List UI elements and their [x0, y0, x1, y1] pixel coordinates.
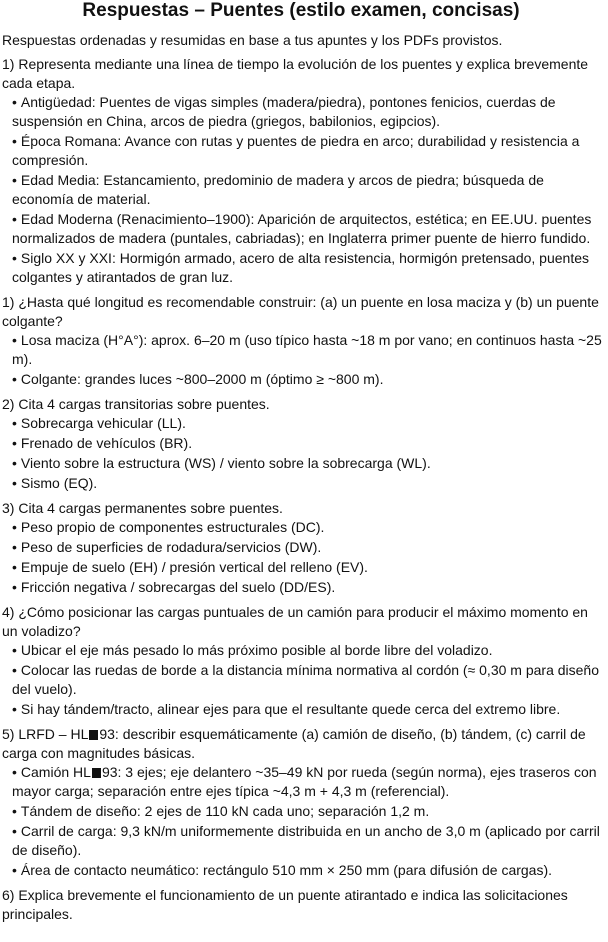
bullet-dot: •: [12, 559, 17, 575]
list-item-text: Peso de superficies de rodadura/servicios (DW).: [20, 539, 322, 555]
bullet-dot: •: [12, 455, 17, 471]
missing-glyph-icon: [89, 730, 98, 740]
section-transient-loads: [0, 395, 602, 493]
bullet-dot: •: [12, 823, 17, 839]
list-item-text: Colgante: grandes luces ~800–2000 m (óptimo ≥ ~800 m).: [20, 371, 384, 387]
list-item-text: Ubicar el eje más pesado lo más próximo posible al borde libre del voladizo.: [20, 642, 493, 658]
question-1-lengths: 1) ¿Hasta qué longitud es recomendable construir: (a) un puente en losa maciza y (b) un puente colgante?: [2, 294, 599, 329]
list-item-text: Si hay tándem/tracto, alinear ejes para que el resultante quede cerca del extremo libre.: [20, 701, 561, 717]
list-item: [12, 474, 602, 493]
question-4: 4) ¿Cómo posicionar las cargas puntuales de un camión para producir el máximo momento en un voladizo?: [2, 604, 588, 639]
bullet-dot: •: [12, 662, 17, 678]
question-6: 6) Explica brevemente el funcionamiento de un puente atirantado e indica las solicitaciones principales.: [2, 887, 568, 922]
bullet-dot: •: [12, 642, 17, 658]
bullet-dot: •: [12, 862, 17, 878]
list-item: [12, 661, 602, 699]
list-item: [12, 331, 602, 369]
section-truck-loads: [0, 603, 602, 719]
bullet-list: [0, 331, 602, 389]
list-item: [12, 700, 602, 719]
bullet-dot: •: [12, 803, 17, 819]
list-item-text: Viento sobre la estructura (WS) / viento sobre la sobrecarga (WL).: [20, 455, 431, 471]
list-item-text: Losa maciza (H°A°): aprox. 6–20 m (uso típico hasta ~18 m por vano; en continuos hasta ~25 m).: [12, 332, 602, 367]
list-item: [12, 249, 602, 287]
list-item-text: Sobrecarga vehicular (LL).: [20, 415, 186, 431]
bullet-dot: •: [12, 211, 17, 227]
list-item: [12, 454, 602, 473]
list-item: [12, 171, 602, 209]
list-item-text: Edad Media: Estancamiento, predominio de madera y arcos de piedra; búsqueda de economía de material.: [12, 172, 544, 207]
list-item: [12, 578, 602, 597]
list-item-text: Peso propio de componentes estructurales (DC).: [20, 519, 325, 535]
list-item: [12, 861, 602, 880]
list-item-text-part-2: 93: 3 ejes; eje delantero ~35–49 kN por rueda (según norma), ejes traseros con mayor carga; separación entre ejes típica ~4,3 m + 4,3 m (referencial).: [12, 764, 597, 799]
list-item-text: Sismo (EQ).: [20, 475, 98, 491]
question-5-part-2: 93: describir esquemáticamente (a) camión de diseño, (b) tándem, (c) carril de carga con magnitudes básicas.: [2, 726, 586, 761]
list-item: [12, 558, 602, 577]
section-timeline: [0, 55, 602, 287]
list-item: [12, 132, 602, 170]
question-5: [2, 725, 602, 763]
list-item: [12, 370, 602, 389]
bullet-dot: •: [12, 475, 17, 491]
section-lrfd: [0, 725, 602, 880]
list-item-text: Antigüedad: Puentes de vigas simples (madera/piedra), pontones fenicios, cuerdas de suspensión en China, arcos de piedra (griegos, babilonios, egipcios).: [12, 94, 556, 129]
list-item: [12, 538, 602, 557]
list-item: [12, 641, 602, 660]
list-item-text: Área de contacto neumático: rectángulo 510 mm × 250 mm (para difusión de cargas).: [20, 862, 553, 878]
bullet-list: [0, 93, 602, 287]
bullet-dot: •: [12, 764, 17, 780]
bullet-dot: •: [12, 415, 17, 431]
bullet-dot: •: [12, 371, 17, 387]
list-item-text: Empuje de suelo (EH) / presión vertical del relleno (EV).: [20, 559, 368, 575]
page-title: Respuestas – Puentes (estilo examen, concisas): [82, 0, 520, 21]
list-item-text: Frenado de vehículos (BR).: [20, 435, 193, 451]
question-5-part-1: 5) LRFD – HL: [2, 726, 89, 742]
list-item: [12, 434, 602, 453]
bullet-dot: •: [12, 332, 17, 348]
bullet-list: [0, 763, 602, 880]
question-3: 3) Cita 4 cargas permanentes sobre puentes.: [2, 500, 283, 516]
bullet-list: [0, 414, 602, 493]
list-item-text-part-1: Camión HL: [20, 764, 91, 780]
list-item-text: Época Romana: Avance con rutas y puentes de piedra en arco; durabilidad y resistencia a compresión.: [12, 133, 580, 168]
bullet-list: [0, 518, 602, 597]
bullet-dot: •: [12, 172, 17, 188]
list-item: [12, 210, 602, 248]
question-2: 2) Cita 4 cargas transitorias sobre puentes.: [2, 396, 270, 412]
section-permanent-loads: [0, 499, 602, 597]
list-item-text: Tándem de diseño: 2 ejes de 110 kN cada uno; separación 1,2 m.: [20, 803, 430, 819]
intro-text: Respuestas ordenadas y resumidas en base a tus apuntes y los PDFs provistos.: [2, 32, 503, 48]
bullet-dot: •: [12, 133, 17, 149]
question-1-timeline: 1) Representa mediante una línea de tiempo la evolución de los puentes y explica brevemente cada etapa.: [2, 56, 589, 91]
missing-glyph-icon: [92, 768, 101, 778]
list-item-text: Siglo XX y XXI: Hormigón armado, acero de alta resistencia, hormigón pretensado, puentes colgantes y atirantados de gran luz.: [12, 250, 589, 285]
list-item: [12, 93, 602, 131]
list-item: [12, 822, 602, 860]
list-item: [12, 518, 602, 537]
bullet-dot: •: [12, 519, 17, 535]
bullet-dot: •: [12, 94, 17, 110]
list-item: [12, 802, 602, 821]
bullet-dot: •: [12, 539, 17, 555]
list-item: [12, 414, 602, 433]
list-item-text: Colocar las ruedas de borde a la distancia mínima normativa al cordón (≈ 0,30 m para diseño del vuelo).: [12, 662, 600, 697]
bullet-dot: •: [12, 250, 17, 266]
list-item: [12, 763, 602, 801]
section-cable-stayed: [0, 886, 602, 924]
list-item-text: Edad Moderna (Renacimiento–1900): Aparición de arquitectos, estética; en EE.UU. puentes normalizados de madera (puntales, cabriadas); en Inglaterra primer puente de hierro fundido.: [12, 211, 592, 246]
bullet-list: [0, 641, 602, 719]
list-item-text: Carril de carga: 9,3 kN/m uniformemente distribuida en un ancho de 3,0 m (aplicado por carril de diseño).: [12, 823, 600, 858]
section-lengths: [0, 293, 602, 389]
bullet-dot: •: [12, 435, 17, 451]
bullet-dot: •: [12, 701, 17, 717]
list-item-text: Fricción negativa / sobrecargas del suelo (DD/ES).: [20, 579, 336, 595]
bullet-dot: •: [12, 579, 17, 595]
